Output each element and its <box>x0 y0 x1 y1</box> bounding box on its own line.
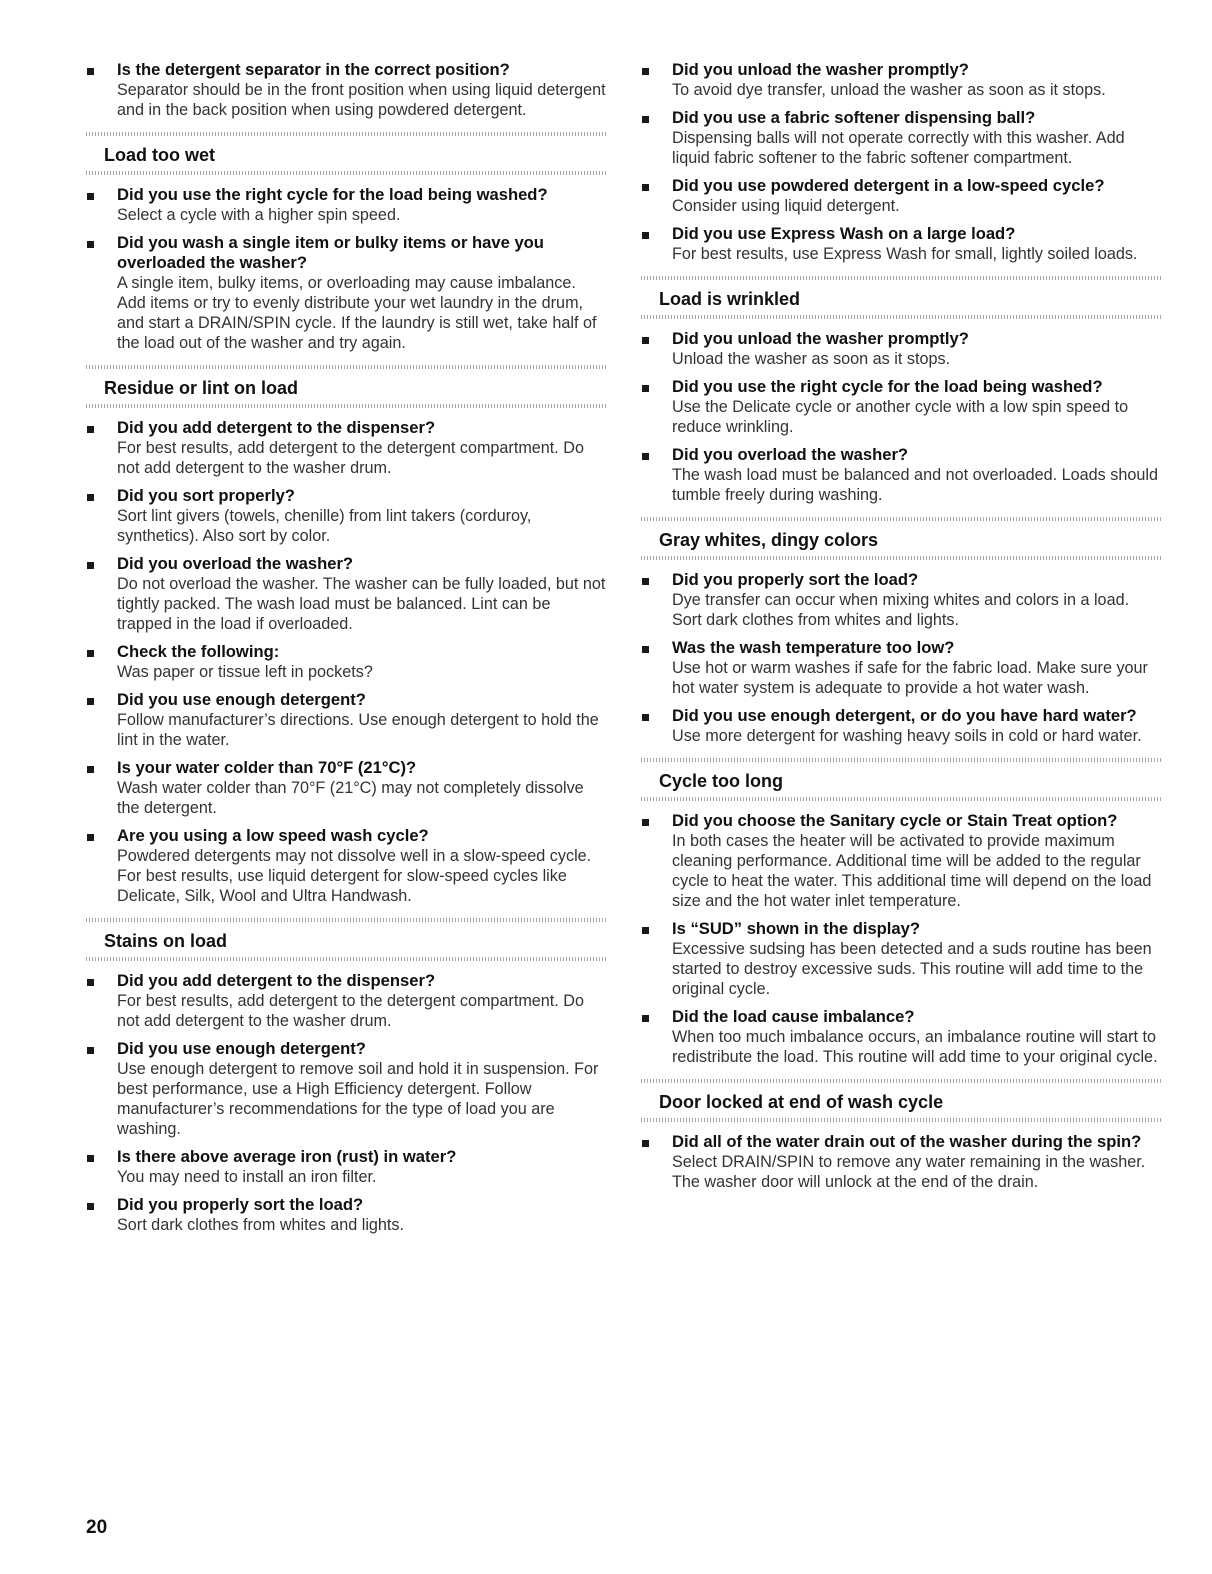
list-item <box>641 329 1163 369</box>
bullet-icon <box>87 68 94 75</box>
list-item <box>86 642 606 682</box>
question-text: Did you choose the Sanitary cycle or Stain Treat option? <box>672 811 1118 830</box>
section-heading-door-locked <box>641 1079 1163 1122</box>
bullet-icon <box>642 1015 649 1022</box>
answer-text: Sort lint givers (towels, chenille) from lint takers (corduroy, synthetics). Also sort by color. <box>117 507 532 545</box>
answer-text: Select DRAIN/SPIN to remove any water remaining in the washer. The washer door will unlock at the end of the drain. <box>672 1153 1146 1191</box>
list-item <box>86 1195 606 1235</box>
list-item <box>86 1039 606 1139</box>
question-text: Did you properly sort the load? <box>117 1195 364 1214</box>
question-text: Did you use the right cycle for the load being washed? <box>117 185 548 204</box>
list-item <box>86 554 606 634</box>
bullet-icon <box>642 1140 649 1147</box>
list-item <box>86 60 606 120</box>
question-text: Did you use enough detergent? <box>117 690 366 709</box>
divider-rule <box>86 365 606 369</box>
bullet-icon <box>642 184 649 191</box>
list-item <box>86 971 606 1031</box>
answer-text: Follow manufacturer’s directions. Use enough detergent to hold the lint in the water. <box>117 711 599 749</box>
question-text: Check the following: <box>117 642 280 661</box>
divider-rule <box>86 404 606 408</box>
question-text: Did you use Express Wash on a large load? <box>672 224 1016 243</box>
divider-rule <box>641 1118 1163 1122</box>
answer-text: Consider using liquid detergent. <box>672 197 900 215</box>
question-text: Did the load cause imbalance? <box>672 1007 915 1026</box>
section-heading-gray <box>641 517 1163 560</box>
question-text: Did you use enough detergent, or do you have hard water? <box>672 706 1137 725</box>
answer-text: Excessive sudsing has been detected and a suds routine has been started to destroy excessive suds. This routine will add time to the original cycle. <box>672 940 1152 998</box>
question-text: Is there above average iron (rust) in water? <box>117 1147 457 1166</box>
section-heading-stains <box>86 918 606 961</box>
list-item <box>641 60 1163 100</box>
answer-text: Unload the washer as soon as it stops. <box>672 350 951 368</box>
question-text: Did you overload the washer? <box>672 445 909 464</box>
bullet-icon <box>87 494 94 501</box>
section-heading-wrinkled <box>641 276 1163 319</box>
bullet-icon <box>87 1047 94 1054</box>
section-title: Gray whites, dingy colors <box>659 530 879 550</box>
list-item <box>86 1147 606 1187</box>
list-item <box>641 1132 1163 1192</box>
list-item <box>641 919 1163 999</box>
question-text: Are you using a low speed wash cycle? <box>117 826 429 845</box>
question-text: Did you use enough detergent? <box>117 1039 366 1058</box>
list-item <box>641 377 1163 437</box>
question-text: Did you unload the washer promptly? <box>672 329 969 348</box>
divider-rule <box>641 517 1163 521</box>
divider-rule <box>86 171 606 175</box>
answer-text: Use the Delicate cycle or another cycle with a low spin speed to reduce wrinkling. <box>672 398 1129 436</box>
answer-text: In both cases the heater will be activated to provide maximum cleaning performance. Additional time will be added to the regular cycle to heat the water. This additional time will depend on the load size and the hot water inlet temperature. <box>672 832 1152 910</box>
list-item <box>86 758 606 818</box>
divider-rule <box>86 132 606 136</box>
answer-text: You may need to install an iron filter. <box>117 1168 377 1186</box>
bullet-icon <box>642 453 649 460</box>
divider-rule <box>641 315 1163 319</box>
list-item <box>86 418 606 478</box>
list-item <box>641 108 1163 168</box>
question-text: Did you overload the washer? <box>117 554 354 573</box>
section-title: Door locked at end of wash cycle <box>659 1092 944 1112</box>
list-item <box>641 176 1163 216</box>
answer-text: Use hot or warm washes if safe for the fabric load. Make sure your hot water system is adequate to provide a hot water wash. <box>672 659 1148 697</box>
answer-text: Dispensing balls will not operate correctly with this washer. Add liquid fabric softener to the fabric softener compartment. <box>672 129 1125 167</box>
bullet-icon <box>87 834 94 841</box>
list-item <box>641 1007 1163 1067</box>
bullet-icon <box>642 646 649 653</box>
list-item <box>641 224 1163 264</box>
answer-text: Do not overload the washer. The washer can be fully loaded, but not tightly packed. The wash load must be balanced. Lint can be trapped in the load if overloaded. <box>117 575 606 633</box>
section-title: Residue or lint on load <box>104 378 299 398</box>
bullet-icon <box>87 241 94 248</box>
answer-text: For best results, use Express Wash for small, lightly soiled loads. <box>672 245 1138 263</box>
divider-rule <box>86 918 606 922</box>
bullet-icon <box>642 337 649 344</box>
bullet-icon <box>87 766 94 773</box>
question-text: Did you use a fabric softener dispensing ball? <box>672 108 1036 127</box>
section-heading-residue <box>86 365 606 408</box>
list-item <box>86 233 606 353</box>
section-title: Load is wrinkled <box>659 289 801 309</box>
list-item <box>641 570 1163 630</box>
section-heading-load-too-wet <box>86 132 606 175</box>
section-title: Stains on load <box>104 931 228 951</box>
bullet-icon <box>642 714 649 721</box>
list-item <box>641 811 1163 911</box>
bullet-icon <box>87 1155 94 1162</box>
answer-text: Was paper or tissue left in pockets? <box>117 663 373 681</box>
answer-text: Use enough detergent to remove soil and hold it in suspension. For best performance, use a High Efficiency detergent. Follow manufacturer’s recommendations for the type of load you are washing. <box>117 1060 599 1138</box>
answer-text: Wash water colder than 70°F (21°C) may not completely dissolve the detergent. <box>117 779 584 817</box>
question-text: Did you add detergent to the dispenser? <box>117 971 436 990</box>
divider-rule <box>641 1079 1163 1083</box>
question-text: Did you wash a single item or bulky items or have you overloaded the washer? <box>117 233 544 272</box>
bullet-icon <box>87 1203 94 1210</box>
question-text: Did you use the right cycle for the load being washed? <box>672 377 1103 396</box>
bullet-icon <box>87 426 94 433</box>
question-text: Is “SUD” shown in the display? <box>672 919 921 938</box>
answer-text: The wash load must be balanced and not overloaded. Loads should tumble freely during washing. <box>672 466 1158 504</box>
section-title: Cycle too long <box>659 771 784 791</box>
list-item <box>641 706 1163 746</box>
answer-text: Separator should be in the front position when using liquid detergent and in the back position when using powdered detergent. <box>117 81 606 119</box>
divider-rule <box>641 758 1163 762</box>
answer-text: Powdered detergents may not dissolve well in a slow-speed cycle. For best results, use liquid detergent for slow-speed cycles like Delicate, Silk, Wool and Ultra Handwash. <box>117 847 592 905</box>
bullet-icon <box>87 650 94 657</box>
list-item <box>86 826 606 906</box>
question-text: Was the wash temperature too low? <box>672 638 955 657</box>
bullet-icon <box>642 68 649 75</box>
divider-rule <box>641 556 1163 560</box>
answer-text: Dye transfer can occur when mixing whites and colors in a load. Sort dark clothes from whites and lights. <box>672 591 1130 629</box>
question-text: Did you add detergent to the dispenser? <box>117 418 436 437</box>
list-item <box>641 638 1163 698</box>
answer-text: Select a cycle with a higher spin speed. <box>117 206 401 224</box>
list-item <box>86 690 606 750</box>
section-heading-cycle-long <box>641 758 1163 801</box>
bullet-icon <box>87 979 94 986</box>
divider-rule <box>641 797 1163 801</box>
answer-text: For best results, add detergent to the detergent compartment. Do not add detergent to the washer drum. <box>117 992 584 1030</box>
bullet-icon <box>642 578 649 585</box>
answer-text: A single item, bulky items, or overloading may cause imbalance. Add items or try to evenly distribute your wet laundry in the drum, and start a DRAIN/SPIN cycle. If the laundry is still wet, take half of the load out of the washer and try again. <box>117 274 597 352</box>
question-text: Did you properly sort the load? <box>672 570 919 589</box>
question-text: Is your water colder than 70°F (21°C)? <box>117 758 417 777</box>
left-column <box>86 60 606 1243</box>
question-text: Did all of the water drain out of the washer during the spin? <box>672 1132 1142 1151</box>
answer-text: Use more detergent for washing heavy soils in cold or hard water. <box>672 727 1142 745</box>
question-text: Did you use powdered detergent in a low-speed cycle? <box>672 176 1105 195</box>
bullet-icon <box>87 193 94 200</box>
divider-rule <box>86 957 606 961</box>
list-item <box>86 486 606 546</box>
bullet-icon <box>87 698 94 705</box>
section-title: Load too wet <box>104 145 215 165</box>
divider-rule <box>641 276 1163 280</box>
bullet-icon <box>642 927 649 934</box>
bullet-icon <box>642 232 649 239</box>
answer-text: For best results, add detergent to the detergent compartment. Do not add detergent to the washer drum. <box>117 439 584 477</box>
bullet-icon <box>642 819 649 826</box>
answer-text: Sort dark clothes from whites and lights. <box>117 1216 405 1234</box>
bullet-icon <box>642 116 649 123</box>
list-item <box>641 445 1163 505</box>
bullet-icon <box>642 385 649 392</box>
bullet-icon <box>87 562 94 569</box>
question-text: Is the detergent separator in the correct position? <box>117 60 510 79</box>
right-column <box>641 60 1163 1200</box>
page-number: 20 <box>86 1517 108 1538</box>
list-item <box>86 185 606 225</box>
answer-text: To avoid dye transfer, unload the washer as soon as it stops. <box>672 81 1106 99</box>
question-text: Did you unload the washer promptly? <box>672 60 969 79</box>
question-text: Did you sort properly? <box>117 486 295 505</box>
answer-text: When too much imbalance occurs, an imbalance routine will start to redistribute the load. This routine will add time to your original cycle. <box>672 1028 1158 1066</box>
